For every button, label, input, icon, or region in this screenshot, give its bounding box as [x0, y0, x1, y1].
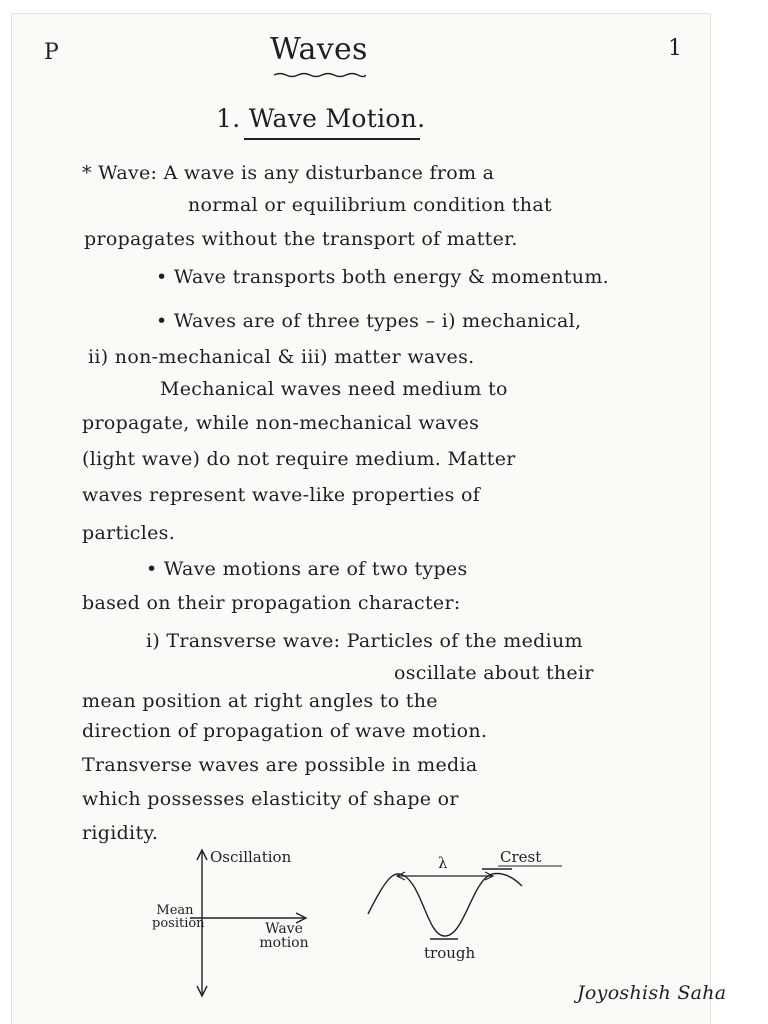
- text-line-11: particles.: [82, 522, 176, 544]
- text-line-8: propagate, while non-mechanical waves: [82, 412, 480, 434]
- mean-position-label: Mean position: [152, 903, 205, 931]
- wavelength-label: λ: [438, 854, 448, 872]
- oscillation-label: Oscillation: [210, 848, 292, 866]
- text-line-13: based on their propagation character:: [82, 592, 461, 614]
- text-line-17: direction of propagation of wave motion.: [82, 720, 488, 742]
- notebook-page: [12, 14, 727, 1024]
- crest-label: Crest: [500, 848, 542, 866]
- text-line-3: propagates without the transport of matter.: [84, 228, 518, 250]
- text-line-16: mean position at right angles to the: [82, 690, 438, 712]
- sine-wave: [368, 874, 522, 937]
- text-line-19: which possesses elasticity of shape or: [82, 788, 459, 810]
- page-title: Waves: [270, 32, 368, 67]
- text-line-4: • Wave transports both energy & momentum.: [156, 266, 610, 288]
- trough-label: trough: [424, 944, 476, 962]
- transverse-wave-diagram: [12, 14, 710, 1024]
- text-line-9: (light wave) do not require medium. Matter: [82, 448, 516, 470]
- margin-letter: P: [44, 40, 60, 65]
- text-line-5: • Waves are of three types – i) mechanical,: [156, 310, 582, 332]
- text-line-10: waves represent wave-like properties of: [82, 484, 481, 506]
- page-number: 1: [668, 36, 683, 61]
- text-line-18: Transverse waves are possible in media: [82, 754, 478, 776]
- text-line-6: ii) non-mechanical & iii) matter waves.: [88, 346, 475, 368]
- section-title: 1. Wave Motion.: [216, 104, 426, 133]
- text-line-12: • Wave motions are of two types: [146, 558, 468, 580]
- text-line-20: rigidity.: [82, 822, 159, 844]
- text-line-14: i) Transverse wave: Particles of the medium: [146, 630, 583, 652]
- text-line-15: oscillate about their: [394, 662, 594, 684]
- text-line-7: Mechanical waves need medium to: [160, 378, 508, 400]
- author-signature: Joyoshish Saha: [577, 982, 727, 1004]
- text-line-1: * Wave: A wave is any disturbance from a: [82, 162, 495, 184]
- wave-motion-label: Wave motion: [259, 921, 309, 951]
- text-line-2: normal or equilibrium condition that: [188, 194, 552, 216]
